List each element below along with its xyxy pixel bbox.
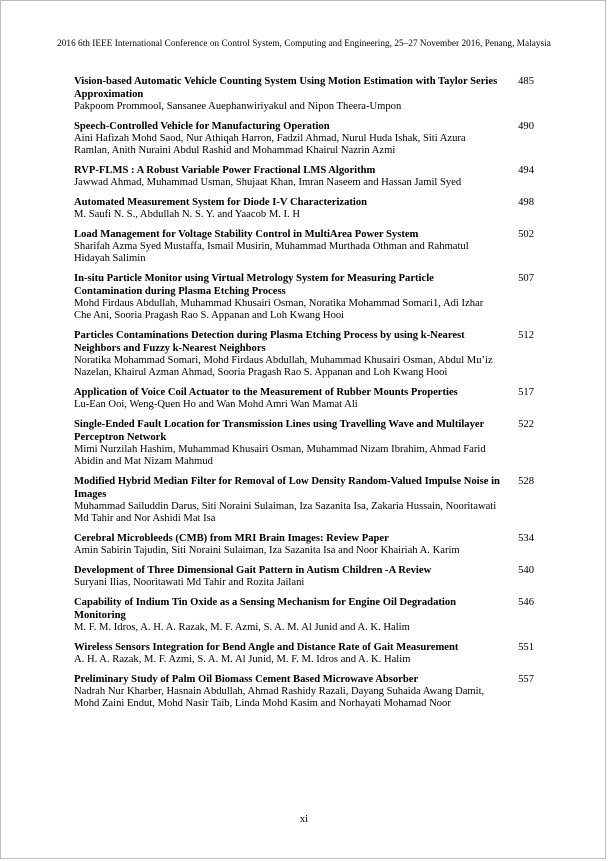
paper-title: RVP-FLMS : A Robust Variable Power Fractional LMS Algorithm — [74, 165, 376, 176]
page-number: 551 — [518, 642, 534, 653]
paper-title: Application of Voice Coil Actuator to the Measurement of Rubber Mounts Properties — [74, 387, 458, 398]
toc-entry — [74, 532, 534, 557]
paper-title: Automated Measurement System for Diode I-V Characterization — [74, 197, 368, 208]
page-number: 498 — [518, 197, 534, 208]
page-number: 494 — [518, 165, 534, 176]
paper-authors: Mimi Nurzilah Hashim, Muhammad Khusairi Osman, Muhammad Nizam Ibrahim, Ahmad Farid Abidin and Mat Nizam Mahmud — [74, 444, 486, 467]
paper-title: Development of Three Dimensional Gait Pattern in Autism Children -A Review — [74, 565, 432, 576]
paper-authors: Sharifah Azma Syed Mustaffa, Ismail Musirin, Muhammad Murthada Othman and Rahmatul Hidayah Salimin — [74, 241, 469, 264]
paper-authors: M. Saufi N. S., Abdullah N. S. Y. and Yaacob M. I. H — [74, 209, 301, 220]
toc-entry — [74, 475, 534, 525]
paper-authors: Amin Sabirin Tajudin, Siti Noraini Sulaiman, Iza Sazanita Isa and Noor Khairiah A. Karim — [74, 545, 460, 556]
toc-entry — [74, 386, 534, 411]
paper-title: Vision-based Automatic Vehicle Counting System Using Motion Estimation with Taylor Series Approximation — [74, 76, 498, 100]
page-number: 517 — [518, 387, 534, 398]
page-number: 540 — [518, 565, 534, 576]
paper-title: Load Management for Voltage Stability Control in MultiArea Power System — [74, 229, 419, 240]
paper-authors: Jawwad Ahmad, Muhammad Usman, Shujaat Khan, Imran Naseem and Hassan Jamil Syed — [74, 177, 462, 188]
paper-authors: Noratika Mohammad Somari, Mohd Firdaus Abdullah, Muhammad Khusairi Osman, Abdul Mu’iz Nazelan, Khairul Azman Ahmad, Sooria Pragash Rao S. Appanan and Loh Kwang Hooi — [74, 355, 493, 378]
toc-entry — [74, 120, 534, 157]
page-number: 534 — [518, 533, 534, 544]
paper-title: Particles Contaminations Detection during Plasma Etching Process by using k-Nearest Neighbors and Fuzzy k-Nearest Neighbors — [74, 330, 465, 354]
page-number: 490 — [518, 121, 534, 132]
paper-authors: Nadrah Nur Kharber, Hasnain Abdullah, Ahmad Rashidy Razali, Dayang Suhaida Awang Damit, Mohd Zaini Endut, Mohd Nasir Taib, Linda Mohd Kasim and Norhayati Mohamad Noor — [74, 686, 485, 709]
page-number: 502 — [518, 229, 534, 240]
page-number: 522 — [518, 419, 534, 430]
paper-title: Cerebral Microbleeds (CMB) from MRI Brain Images: Review Paper — [74, 533, 389, 544]
toc-entry — [74, 418, 534, 468]
page-footer-number: xi — [299, 814, 309, 825]
page-number: 512 — [518, 330, 534, 341]
toc-entry — [74, 641, 534, 666]
paper-authors: Lu-Ean Ooi, Weng-Quen Ho and Wan Mohd Amri Wan Mamat Ali — [74, 399, 358, 410]
paper-title: Wireless Sensors Integration for Bend Angle and Distance Rate of Gait Measurement — [74, 642, 459, 653]
paper-authors: Pakpoom Prommool, Sansanee Auephanwiriyakul and Nipon Theera-Umpon — [74, 101, 402, 112]
paper-title: In-situ Particle Monitor using Virtual Metrology System for Measuring Particle Contamination during Plasma Etching Process — [74, 273, 434, 297]
page-number: 528 — [518, 476, 534, 487]
toc-entry — [74, 673, 534, 710]
paper-title: Preliminary Study of Palm Oil Biomass Cement Based Microwave Absorber — [74, 674, 419, 685]
paper-title: Single-Ended Fault Location for Transmission Lines using Travelling Wave and Multilayer Perceptron Network — [74, 419, 485, 443]
conference-header: 2016 6th IEEE International Conference on Control System, Computing and Engineering, 25–27 November 2016, Penang, Malaysia — [57, 38, 551, 48]
toc-entry — [74, 329, 534, 379]
page-number: 485 — [518, 76, 534, 87]
toc-entry — [74, 196, 534, 221]
toc-entry — [74, 164, 534, 189]
toc-entry — [74, 596, 534, 634]
paper-title: Speech-Controlled Vehicle for Manufacturing Operation — [74, 121, 330, 132]
table-of-contents — [74, 75, 534, 717]
paper-authors: Aini Hafizah Mohd Saod, Nur Athiqah Harron, Fadzil Ahmad, Nurul Huda Ishak, Siti Azura Ramlan, Anith Nuraini Abdul Rashid and Mohammad Khairul Nazrin Azmi — [74, 133, 466, 156]
paper-authors: M. F. M. Idros, A. H. A. Razak, M. F. Azmi, S. A. M. Al Junid and A. K. Halim — [74, 622, 410, 633]
paper-authors: Muhammad Sailuddin Darus, Siti Noraini Sulaiman, Iza Sazanita Isa, Zakaria Hussain, Nooritawati Md Tahir and Nor Ashidi Mat Isa — [74, 501, 497, 524]
page-number: 546 — [518, 597, 534, 608]
paper-title: Capability of Indium Tin Oxide as a Sensing Mechanism for Engine Oil Degradation Monitoring — [74, 597, 457, 621]
paper-authors: Mohd Firdaus Abdullah, Muhammad Khusairi Osman, Noratika Mohammad Somari1, Adi Izhar Che Ani, Sooria Pragash Rao S. Appanan and Loh Kwang Hooi — [74, 298, 484, 321]
toc-entry — [74, 272, 534, 322]
paper-title: Modified Hybrid Median Filter for Removal of Low Density Random-Valued Impulse Noise in Images — [74, 476, 500, 500]
page-number: 507 — [518, 273, 534, 284]
toc-entry — [74, 228, 534, 265]
toc-entry — [74, 75, 534, 113]
toc-entry — [74, 564, 534, 589]
paper-authors: A. H. A. Razak, M. F. Azmi, S. A. M. Al Junid, M. F. M. Idros and A. K. Halim — [74, 654, 411, 665]
paper-authors: Suryani Ilias, Nooritawati Md Tahir and Rozita Jailani — [74, 577, 305, 588]
page-number: 557 — [518, 674, 534, 685]
